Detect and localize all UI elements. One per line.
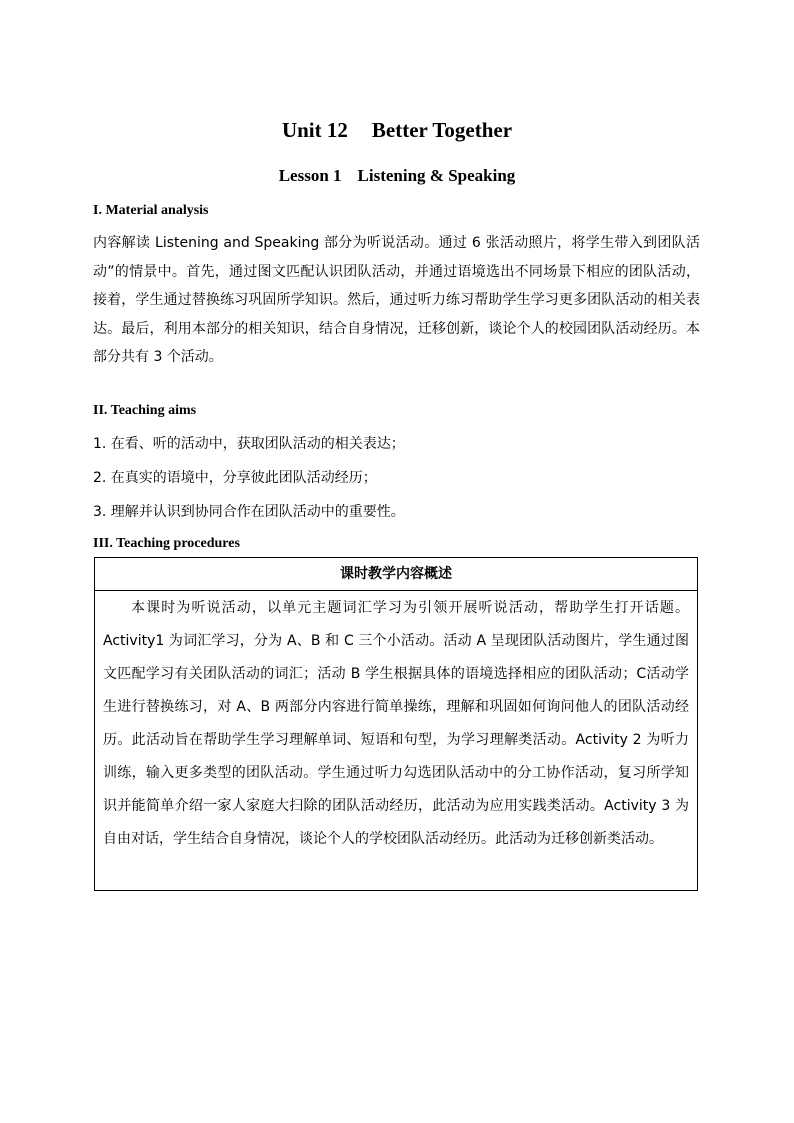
lesson-title bbox=[0, 166, 794, 186]
unit-name: Better Together bbox=[371, 118, 513, 142]
teaching-aims-heading: II. Teaching aims bbox=[93, 403, 197, 418]
table-header: 课时教学内容概述 bbox=[95, 558, 697, 591]
page-title bbox=[0, 118, 794, 143]
teaching-procedures-heading: III. Teaching procedures bbox=[93, 536, 240, 551]
procedures-table bbox=[94, 557, 698, 891]
material-analysis-heading: I. Material analysis bbox=[93, 203, 209, 218]
teaching-aim-item: 2. 在真实的语境中，分享彼此团队活动经历； bbox=[93, 470, 377, 486]
lesson-name: Listening & Speaking bbox=[357, 166, 516, 185]
table-body-text: 本课时为听说活动，以单元主题词汇学习为引领开展听说活动，帮助学生打开话题。Activity1 为词汇学习，分为 A、B 和 C 三个小活动。活动 A 呈现团队活动图片，学生通过图文匹配学习有关团队活动的词汇；活动 B 学生根据具体的语境选择相应的团队活动；C活动学生进行替换练习，对 A、B 两部分内容进行简单操练，理解和巩固如何询问他人的团队活动经历。此活动旨在帮助学生学习理解单词、短语和句型，为学习理解类活动。Activity 2 为听力训练，输入更多类型的团队活动。学生通过听力勾选团队活动中的分工协作活动，复习所学知识并能简单介绍一家人家庭大扫除的团队活动经历，此活动为应用实践类活动。Activity 3 为自由对话，学生结合自身情况，谈论个人的学校团队活动经历。此活动为迁移创新类活动。 bbox=[103, 600, 689, 847]
teaching-aim-item: 3. 理解并认识到协同合作在团队活动中的重要性。 bbox=[93, 504, 405, 520]
teaching-aim-item: 1. 在看、听的活动中，获取团队活动的相关表达； bbox=[93, 436, 405, 452]
unit-number: Unit 12 bbox=[281, 118, 348, 142]
lesson-number: Lesson 1 bbox=[278, 166, 342, 185]
material-analysis-text: 内容解读 Listening and Speaking 部分为听说活动。通过 6 张活动照片，将学生带入到团队活动”的情景中。首先，通过图文匹配认识团队活动，并通过语境选出不同场景下相应的团队活动，接着，学生通过替换练习巩固所学知识。然后，通过听力练习帮助学生学习更多团队活动的相关表达。最后，利用本部分的相关知识，结合自身情况，迁移创新，谈论个人的校园团队活动经历。本部分共有 3 个活动。 bbox=[93, 235, 700, 365]
